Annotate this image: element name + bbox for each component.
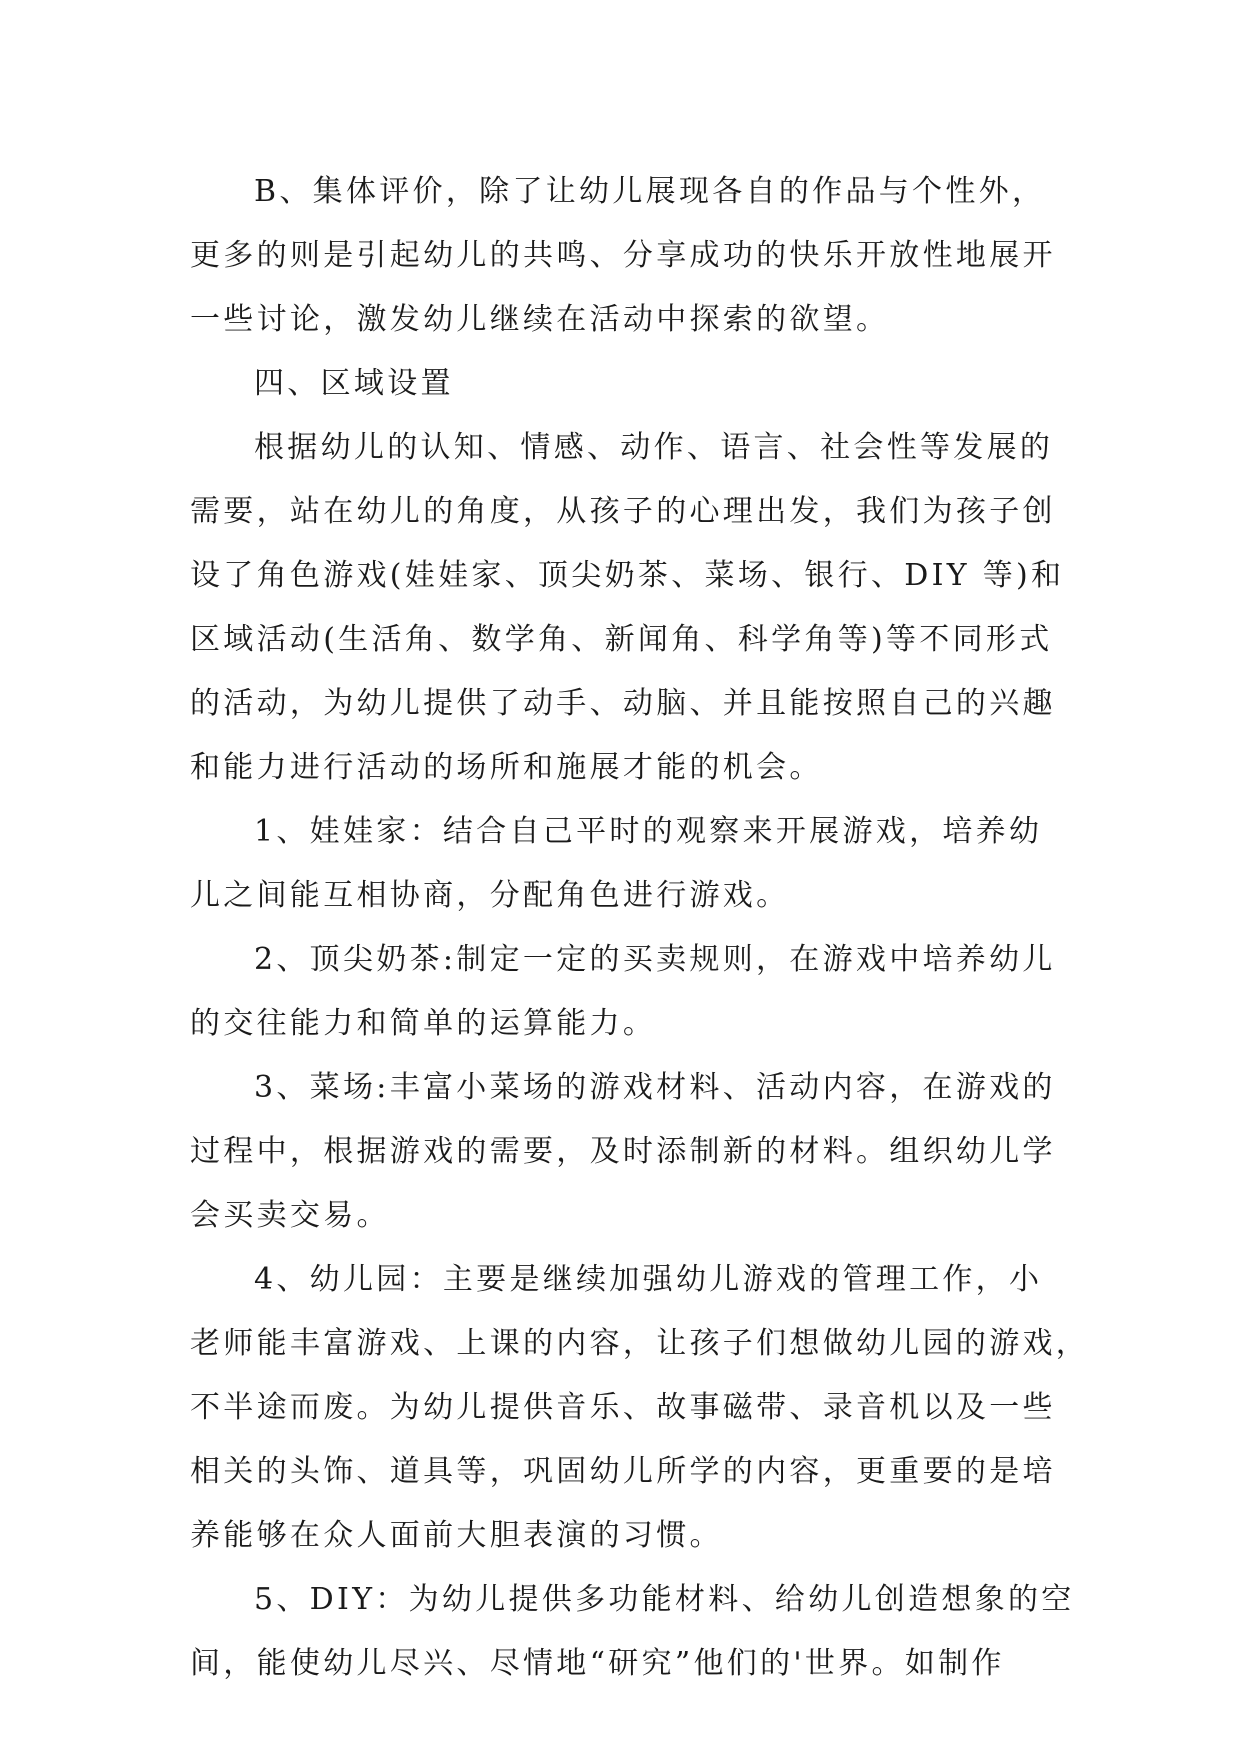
text-line: 4、幼儿园：主要是继续加强幼儿游戏的管理工作，小 bbox=[254, 1262, 1043, 1297]
text-line: B、集体评价，除了让幼儿展现各自的作品与个性外， bbox=[254, 174, 1046, 209]
text-line: 间，能使幼儿尽兴、尽情地“研究”他们的'世界。如制作 bbox=[190, 1646, 1005, 1681]
text-line: 2、顶尖奶茶:制定一定的买卖规则，在游戏中培养幼儿 bbox=[254, 942, 1056, 977]
text-line: 不半途而废。为幼儿提供音乐、故事磁带、录音机以及一些 bbox=[190, 1390, 1056, 1425]
text-line: 3、菜场:丰富小菜场的游戏材料、活动内容，在游戏的 bbox=[254, 1070, 1056, 1105]
text-line: 的活动，为幼儿提供了动手、动脑、并且能按照自己的兴趣 bbox=[190, 686, 1056, 721]
text-line: 儿之间能互相协商，分配角色进行游戏。 bbox=[190, 878, 790, 913]
text-line: 区域活动(生活角、数学角、新闻角、科学角等)等不同形式 bbox=[190, 622, 1053, 657]
text-line: 过程中，根据游戏的需要，及时添制新的材料。组织幼儿学 bbox=[190, 1134, 1056, 1169]
text-line: 和能力进行活动的场所和施展才能的机会。 bbox=[190, 750, 823, 785]
text-line: 相关的头饰、道具等，巩固幼儿所学的内容，更重要的是培 bbox=[190, 1454, 1056, 1489]
text-line: 需要，站在幼儿的角度，从孩子的心理出发，我们为孩子创 bbox=[190, 494, 1056, 529]
text-line: 更多的则是引起幼儿的共鸣、分享成功的快乐开放性地展开 bbox=[190, 238, 1056, 273]
text-line: 设了角色游戏(娃娃家、顶尖奶茶、菜场、银行、DIY 等)和 bbox=[190, 558, 1065, 593]
text-line: 根据幼儿的认知、情感、动作、语言、社会性等发展的 bbox=[254, 430, 1054, 465]
text-line: 会买卖交易。 bbox=[190, 1198, 390, 1233]
document-body bbox=[190, 160, 1090, 1696]
text-line: 1、娃娃家：结合自己平时的观察来开展游戏，培养幼 bbox=[254, 814, 1043, 849]
section-heading: 四、区域设置 bbox=[254, 366, 454, 401]
text-line: 养能够在众人面前大胆表演的习惯。 bbox=[190, 1518, 723, 1553]
text-line: 老师能丰富游戏、上课的内容，让孩子们想做幼儿园的游戏， bbox=[190, 1326, 1090, 1361]
text-line: 的交往能力和简单的运算能力。 bbox=[190, 1006, 657, 1041]
text-line: 一些讨论，激发幼儿继续在活动中探索的欲望。 bbox=[190, 302, 890, 337]
text-line: 5、DIY：为幼儿提供多功能材料、给幼儿创造想象的空 bbox=[254, 1582, 1075, 1617]
